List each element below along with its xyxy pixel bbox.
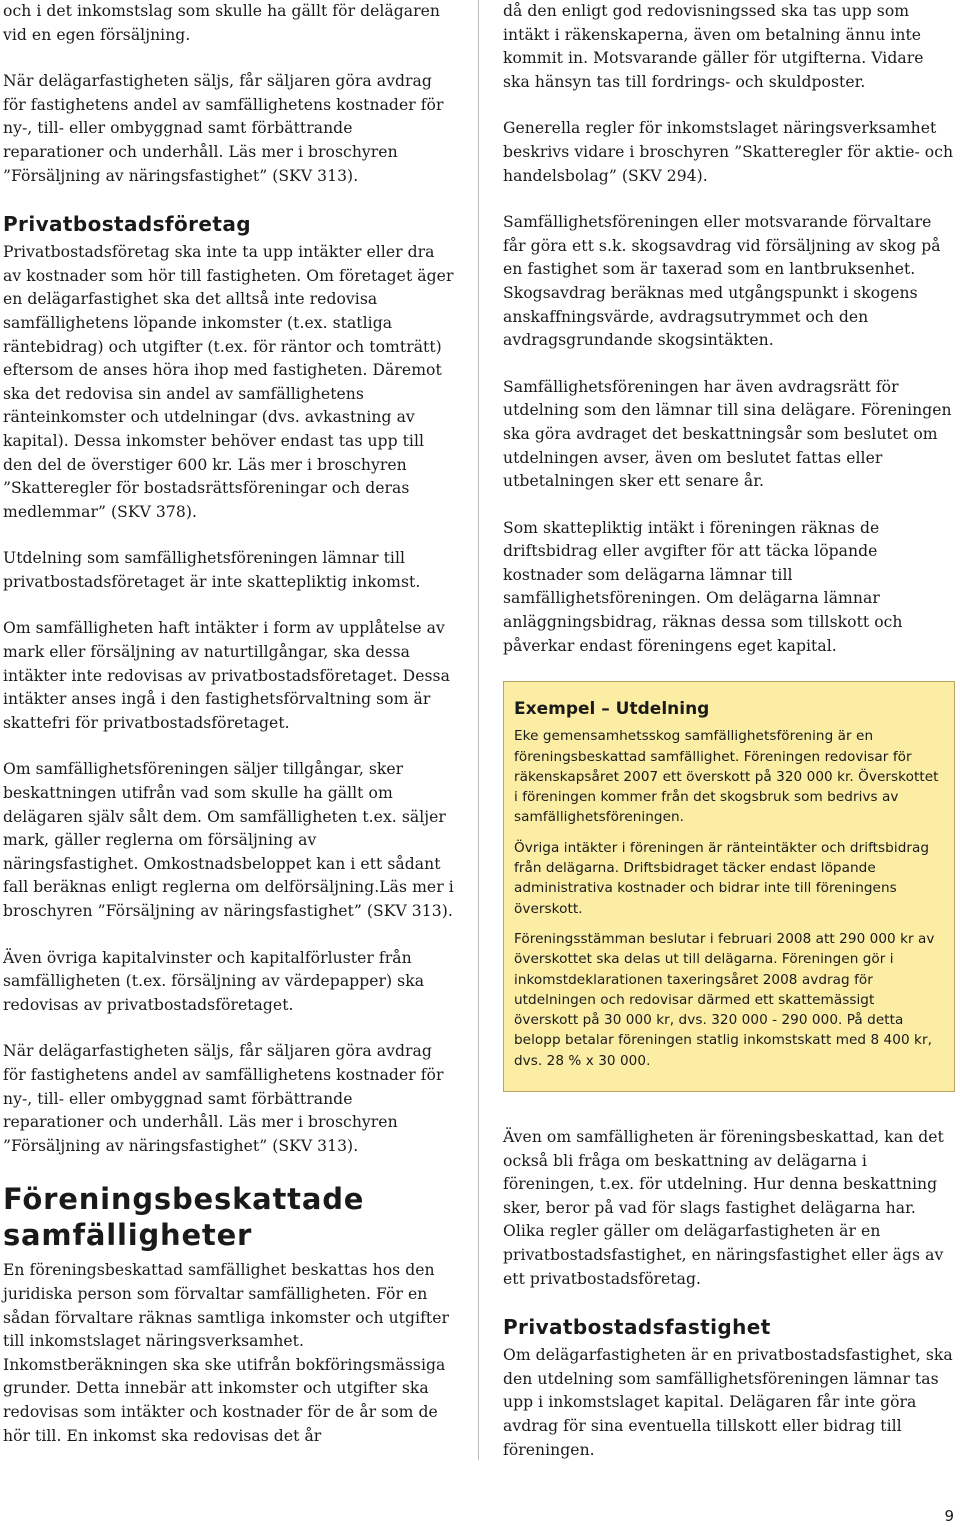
section-heading: Föreningsbeskattade samfälligheter bbox=[3, 1182, 365, 1253]
paragraph: Om samfällighetsföreningen säljer tillgångar, sker beskattningen utifrån vad som skulle ha gällt om delägaren själv sålt dem. Om samfälligheten t.ex. säljer mark, gäller reglerna om försäljning av näringsfastighet. Omkostnadsbeloppet kan i ett sådant fall beräknas enligt reglerna om delförsäljning.Läs mer i broschyren ”Försäljning av näringsfastighet” (SKV 313). bbox=[3, 760, 454, 920]
example-paragraph: Föreningsstämman beslutar i februari 2008 att 290 000 kr av överskottet ska delas ut till delägarna. Föreningen gör i inkomstdeklarationen taxeringsåret 2008 avdrag för utdelningen och redovisar därmed ett skattemässigt överskott på 30 000 kr, dvs. 320 000 - 290 000. På detta belopp betalar föreningen statlig inkomstskatt med 8 400 kr, dvs. 28 % x 30 000. bbox=[514, 930, 935, 1069]
column-divider bbox=[478, 0, 479, 1460]
example-paragraph: Eke gemensamhetsskog samfällighetsförening är en föreningsbeskattad samfällighet. Föreningen redovisar för räkenskapsåret 2007 ett överskott på 320 000 kr. Överskottet i föreningen kommer från det skogsbruk som bedrivs av samfällighetsföreningen. bbox=[514, 728, 939, 826]
paragraph: När delägarfastigheten säljs, får säljaren göra avdrag för fastighetens andel av samfällighetens kostnader för ny-, till- eller ombyggnad samt förbättrande reparationer och underhåll. Läs mer i broschyren ”Försäljning av näringsfastighet” (SKV 313). bbox=[3, 1042, 444, 1155]
example-paragraph: Övriga intäkter i föreningen är ränteintäkter och driftsbidrag från delägarna. Driftsbidraget täcker endast löpande administrativa kostnader och bidrar inte till föreningens överskott. bbox=[514, 839, 930, 917]
paragraph: Om delägarfastigheten är en privatbostadsfastighet, ska den utdelning som samfällighetsföreningen lämnar tas upp i inkomstslaget kapital. Delägaren får inte göra avdrag för sina eventuella tillskott eller bidrag till föreningen. bbox=[503, 1346, 953, 1459]
paragraph: Utdelning som samfällighetsföreningen lämnar till privatbostadsföretaget är inte skattepliktig inkomst. bbox=[3, 549, 421, 591]
example-box bbox=[503, 681, 955, 1092]
paragraph: och i det inkomstslag som skulle ha gällt för delägaren vid en egen försäljning. bbox=[3, 2, 441, 44]
paragraph: När delägarfastigheten säljs, får säljaren göra avdrag för fastighetens andel av samfällighetens kostnader för ny-, till- eller ombyggnad samt förbättrande reparationer och underhåll. Läs mer i broschyren ”Försäljning av näringsfastighet” (SKV 313). bbox=[3, 72, 444, 185]
section-heading: Privatbostadsfastighet bbox=[503, 1315, 771, 1340]
paragraph: Även övriga kapitalvinster och kapitalförluster från samfälligheten (t.ex. försäljning av värdepapper) ska redovisas av privatbostadsföretaget. bbox=[3, 948, 425, 1014]
page-number: 9 bbox=[944, 1507, 954, 1525]
paragraph: Om samfälligheten haft intäkter i form av upplåtelse av mark eller försäljning av naturtillgångar, ska dessa intäkter inte redovisas av privatbostadsföretaget. Dessa intäkter anses ingå i den fastighetsförvaltning som är skattefri för privatbostadsföretaget. bbox=[3, 619, 450, 732]
paragraph: Som skattepliktig intäkt i föreningen räknas de driftsbidrag eller avgifter för att täcka löpande kostnader som delägarna lämnar till samfällighetsföreningen. Om delägarna lämnar anläggningsbidrag, räknas dessa som tillskott och påverkar endast föreningens eget kapital. bbox=[503, 518, 903, 655]
example-title: Exempel – Utdelning bbox=[514, 699, 710, 720]
paragraph: Även om samfälligheten är föreningsbeskattad, kan det också bli fråga om beskattning av delägarna i föreningen, t.ex. för utdelning. Hur denna beskattning sker, beror på vad för slags fastighet delägarna har. Olika regler gäller om delägarfastigheten är en privatbostadsfastighet, en näringsfastighet eller ägs av ett privatbostadsföretag. bbox=[503, 1128, 944, 1288]
paragraph: Samfällighetsföreningen eller motsvarande förvaltare får göra ett s.k. skogsavdrag vid försäljning av skog på en fastighet som är taxerad som en lantbruksenhet. Skogsavdrag beräknas med utgångspunkt i skogens anskaffningsvärde, avdragsutrymmet och den avdragsgrundande skogsintäkten. bbox=[503, 213, 941, 350]
right-column bbox=[503, 0, 955, 1462]
paragraph: då den enligt god redovisningssed ska tas upp som intäkt i räkenskaperna, även om betalning ännu inte kommit in. Motsvarande gäller för utgifterna. Vidare ska hänsyn tas till fordrings- och skuldposter. bbox=[503, 2, 924, 91]
paragraph: En föreningsbeskattad samfällighet beskattas hos den juridiska person som förvaltar samfälligheten. För en sådan förvaltare räknas samtliga inkomster och utgifter till inkomstslaget näringsverksamhet. Inkomstberäkningen ska ske utifrån bokföringsmässiga grunder. Detta innebär att inkomster och utgifter ska redovisas som intäkter och kostnader för de år som de hör till. En inkomst ska redovisas det år bbox=[3, 1261, 449, 1445]
paragraph: Samfällighetsföreningen har även avdragsrätt för utdelning som den lämnar till sina delägare. Föreningen ska göra avdraget det beskattningsår som beslutet om utdelningen avser, även om beslutet fattas eller utbetalningen sker ett senare år. bbox=[503, 377, 952, 491]
paragraph: Generella regler för inkomstslaget näringsverksamhet beskrivs vidare i broschyren ”Skatteregler för aktie- och handelsbolag” (SKV 294). bbox=[503, 119, 954, 185]
left-column bbox=[3, 0, 455, 1448]
paragraph: Privatbostadsföretag ska inte ta upp intäkter eller dra av kostnader som hör till fastigheten. Om företaget äger en delägarfastighet ska det alltså inte redovisa samfällighetens löpande inkomster (t.ex. statliga räntebidrag) och utgifter (t.ex. för räntor och tomträtt) eftersom de anses höra ihop med fastigheten. Däremot ska det redovisa sin andel av samfällighetens ränteinkomster och utdelningar (dvs. avkastning av kapital). Dessa inkomster behöver endast tas upp till den del de överstiger 600 kr. Läs mer i broschyren ”Skatteregler för bostadsrättsföreningar och deras medlemmar” (SKV 378). bbox=[3, 243, 454, 521]
section-heading: Privatbostadsföretag bbox=[3, 212, 251, 237]
